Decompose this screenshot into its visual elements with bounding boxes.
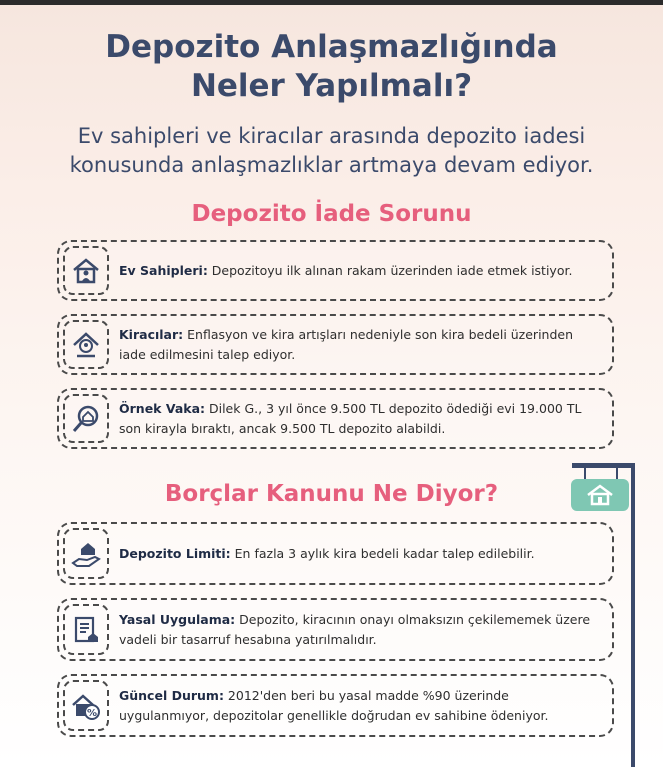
svg-text:%: %	[86, 707, 98, 719]
card-kiracilar	[57, 314, 614, 375]
card-text	[119, 261, 602, 281]
card-guncel-durum	[57, 674, 614, 737]
page-subtitle	[0, 122, 663, 180]
sign-arm	[572, 463, 635, 468]
card-yasal-uygulama	[57, 598, 614, 661]
house-person-icon	[63, 246, 109, 295]
section-heading-borclar: Borçlar Kanunu Ne Diyor?	[164, 481, 499, 507]
house-person-icon	[63, 320, 109, 369]
card-body: Dilek G., 3 yıl önce 9.500 TL depozito ödediği evi 19.000 TL son kirayla bıraktı, ancak 9.500 TL depozito alabildi.	[119, 400, 582, 436]
card-label: Ev Sahipleri:	[119, 262, 208, 278]
document-house-icon	[63, 604, 109, 655]
page-title	[0, 28, 663, 106]
hand-house-icon	[63, 528, 109, 579]
card-body: Enflasyon ve kira artışları nedeniyle son kira bedeli üzerinden iade edilmesini talep ediyor.	[119, 326, 574, 362]
card-text	[119, 325, 602, 365]
section-heading-iade: Depozito İade Sorunu	[191, 201, 472, 227]
card-ev-sahipleri	[57, 240, 614, 301]
subtitle-line-1: Ev sahipleri ve kiracılar arasında depozito iadesi	[77, 124, 586, 148]
card-label: Yasal Uygulama:	[119, 611, 236, 627]
card-text	[119, 399, 602, 439]
card-body: Depozito, kiracının onayı olmaksızın çekilememek üzere vadeli bir tasarruf hesabına yatırılmalıdır.	[119, 611, 591, 647]
card-text	[119, 686, 602, 726]
top-bar	[0, 0, 663, 5]
sign-post	[631, 463, 635, 767]
card-label: Depozito Limiti:	[119, 545, 231, 561]
subtitle-line-2: konusunda anlaşmazlıklar artmaya devam ediyor.	[69, 153, 594, 177]
card-label: Güncel Durum:	[119, 687, 224, 703]
card-label: Kiracılar:	[119, 326, 184, 342]
title-line-2: Neler Yapılmalı?	[190, 68, 473, 104]
card-body: 2012'den beri bu yasal madde %90 üzerinde uygulanmıyor, depozitolar genellikle doğrudan ev sahibine ödeniyor.	[119, 687, 549, 723]
magnifier-house-icon	[63, 394, 109, 443]
card-text	[119, 544, 602, 564]
card-body: Depozitoyu ilk alınan rakam üzerinden iade etmek istiyor.	[207, 262, 573, 278]
title-line-1: Depozito Anlaşmazlığında	[105, 29, 558, 65]
card-body: En fazla 3 aylık kira bedeli kadar talep edilebilir.	[230, 545, 535, 561]
card-text	[119, 610, 602, 650]
card-ornek-vaka	[57, 388, 614, 449]
card-label: Örnek Vaka:	[119, 400, 206, 416]
card-depozito-limiti	[57, 522, 614, 585]
house-percent-icon	[63, 680, 109, 731]
